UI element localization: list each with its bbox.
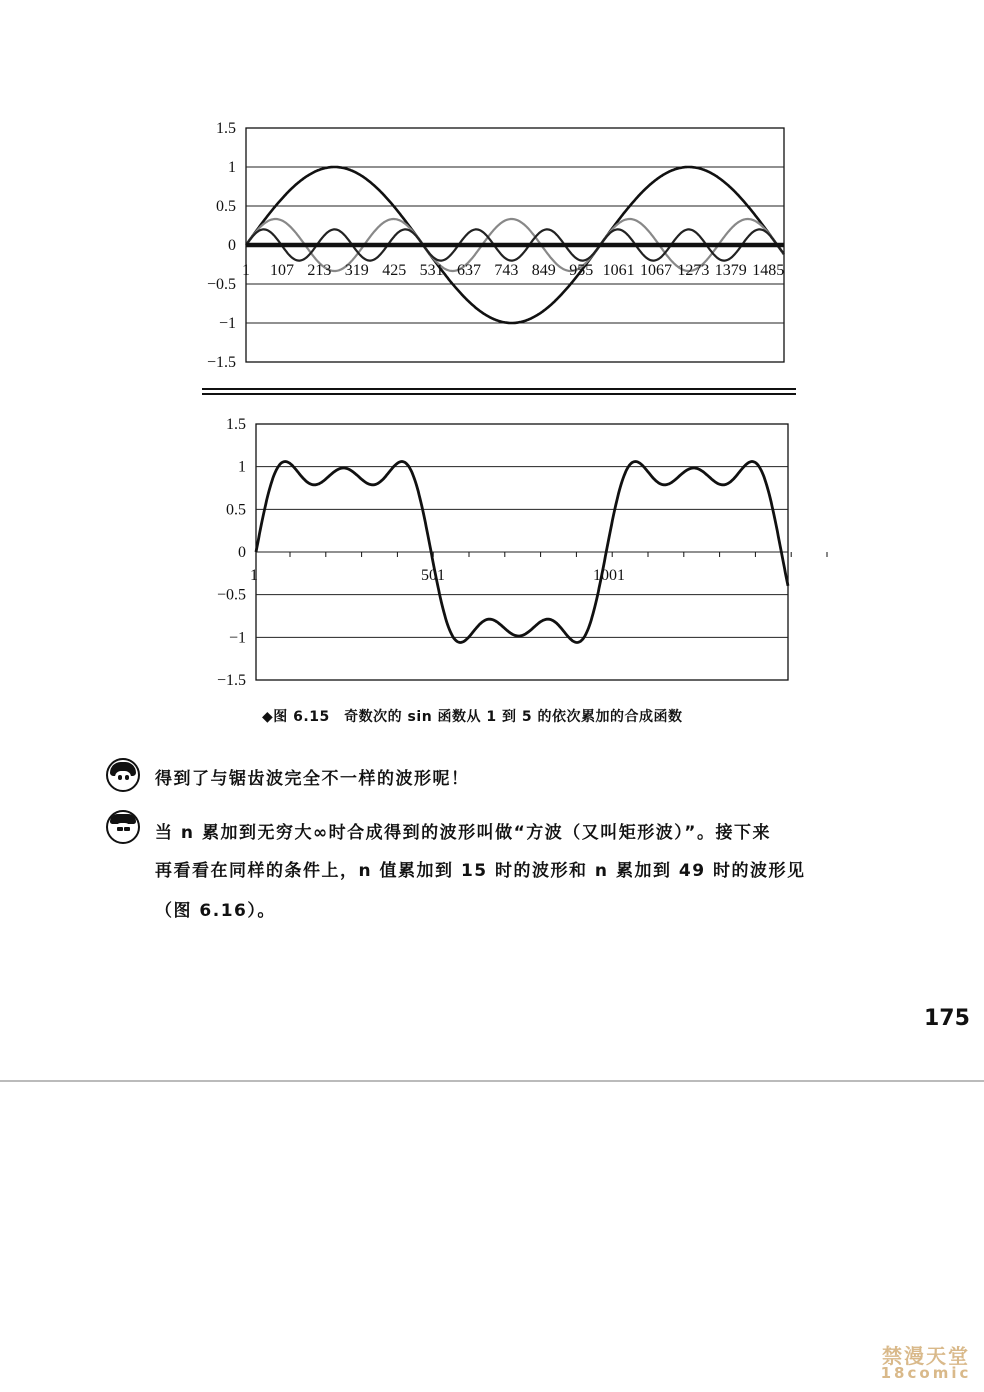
y-tick-label: −1.5 — [216, 672, 246, 689]
x-tick-label: 1379 — [714, 262, 747, 279]
page-number: 175 — [924, 1006, 970, 1031]
x-tick-label: 1067 — [640, 262, 672, 279]
y-tick-label: 0 — [238, 544, 246, 561]
y-tick-label: 0.5 — [216, 198, 236, 215]
chart-2 — [217, 416, 827, 689]
x-tick-label: 425 — [382, 262, 407, 279]
dialog-boy-line-1: 当 n 累加到无穷大∞时合成得到的波形叫做“方波（又叫矩形波）”。接下来 — [155, 823, 771, 843]
y-tick-label: −0.5 — [206, 276, 236, 293]
x-tick-label: 1 — [250, 567, 258, 584]
chart-1 — [207, 120, 784, 371]
y-tick-label: −1.5 — [206, 354, 236, 371]
y-tick-label: 1 — [238, 458, 246, 476]
y-tick-label: −0.5 — [216, 586, 246, 604]
figure-caption: ◆图 6.15 奇数次的 sin 函数从 1 到 5 的依次累加的合成函数 — [262, 709, 683, 725]
x-tick-label: 531 — [419, 262, 444, 279]
dialog-boy-line-3: （图 6.16）。 — [155, 901, 276, 921]
x-tick-label: 1001 — [593, 567, 625, 584]
x-tick-label: 1 — [242, 262, 250, 279]
watermark-logo: 禁漫天堂 18comic — [880, 1344, 972, 1382]
y-tick-label: 1 — [228, 159, 236, 176]
boy-avatar-icon — [106, 810, 140, 844]
x-tick-label: 955 — [569, 262, 594, 279]
x-tick-label: 1485 — [752, 262, 785, 279]
footer-rule — [0, 1080, 984, 1082]
x-tick-label: 1273 — [677, 262, 710, 279]
y-tick-label: −1 — [218, 315, 236, 332]
girl-avatar-icon — [106, 758, 140, 792]
dialog-boy-line-2: 再看看在同样的条件上，n 值累加到 15 时的波形和 n 累加到 49 时的波形见 — [155, 861, 806, 881]
y-tick-label: 1.5 — [226, 416, 246, 433]
y-tick-label: 0 — [228, 237, 236, 254]
y-tick-label: 0.5 — [226, 501, 246, 519]
x-tick-label: 107 — [270, 262, 294, 279]
x-tick-label: 501 — [421, 567, 445, 584]
y-tick-label: −1 — [228, 629, 246, 647]
x-tick-label: 743 — [494, 262, 519, 279]
x-tick-label: 1061 — [602, 262, 635, 279]
x-tick-label: 849 — [531, 262, 556, 279]
x-tick-label: 213 — [307, 262, 332, 279]
dialog-girl-text: 得到了与锯齿波完全不一样的波形呢！ — [155, 769, 470, 789]
y-tick-label: 1.5 — [216, 120, 236, 137]
x-tick-label: 637 — [457, 262, 481, 279]
x-tick-label: 319 — [344, 262, 369, 279]
